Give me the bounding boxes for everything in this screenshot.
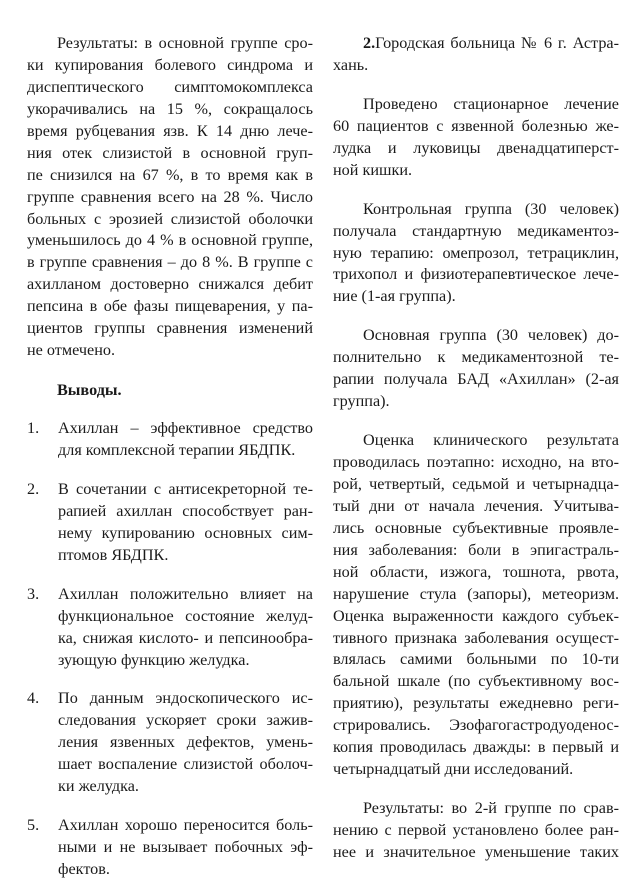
text-line: фектов.: [58, 860, 110, 878]
text-line: проводилась поэтапно: исходно, на вто-: [333, 453, 619, 471]
affiliation-text: Городская больница № 6 г. Астра-: [375, 34, 619, 52]
conclusions-list: [27, 418, 313, 881]
text-line: [27, 479, 313, 501]
text-line: тивного признака заболевания осущест-: [333, 628, 619, 647]
text-line: рапией ахиллан способствует ран-: [58, 501, 313, 520]
text-line: ления язвенных дефектов, умень-: [58, 733, 313, 752]
text-line: пепсина в обе фазы пищеварения, у па-: [27, 297, 313, 316]
text-line: ной кишки.: [333, 160, 413, 179]
text-line: шает воспаление слизистой оболоч-: [58, 755, 313, 774]
text-line: время рубцевания язв. К 14 дню лече-: [27, 121, 313, 140]
list-number: 1.: [27, 419, 40, 438]
conclusions-heading: Выводы.: [57, 381, 122, 400]
list-item: [27, 479, 313, 567]
right-column: [333, 33, 619, 864]
text-line: ахилланом достоверно снижался дебит: [27, 275, 313, 294]
text-line: птомов ЯБДПК.: [58, 545, 169, 564]
list-text: По данным эндоскопического ис-: [58, 689, 313, 708]
list-item: [27, 688, 313, 798]
text-line: [27, 815, 313, 837]
text-line: рапии получала БАД «Ахиллан» (2-ая: [333, 370, 619, 389]
text-line: ка, снижая кислото- и пепсинообра-: [58, 628, 313, 647]
text-line: [27, 418, 313, 440]
text-line: Основная группа (30 человек) до-: [363, 326, 619, 345]
text-line: ными и не вызывает побочных эф-: [58, 838, 313, 857]
text-line: Оценка выраженности каждого субъек-: [333, 606, 619, 625]
text-line: ки купирования болевого синдрома и: [27, 55, 313, 74]
text-line: Проведено стационарное лечение: [363, 94, 619, 113]
list-item: [27, 584, 313, 672]
text-line: влялась самими больными по 10-ти: [333, 650, 619, 669]
list-number: 2.: [27, 479, 40, 498]
list-text: Ахиллан хорошо переносится боль-: [58, 816, 313, 835]
text-line: [27, 688, 313, 710]
text-line: не отмечено.: [27, 341, 116, 360]
text-line: нее и значительное уменьшение таких: [333, 842, 619, 861]
text-line: [333, 33, 619, 55]
text-line: получала стандартную медикаментоз-: [333, 221, 619, 240]
results-paragraph: [27, 33, 313, 362]
text-line: ния заболевания: боли в эпигастраль-: [333, 540, 619, 559]
text-line: ки желудка.: [58, 777, 139, 796]
text-line: функциональное состояние желуд-: [58, 606, 313, 625]
text-line: Результаты: во 2-й группе по срав-: [363, 799, 619, 818]
text-line: полнительно к медикаментозной те-: [333, 348, 619, 367]
text-line: Контрольная группа (30 человек): [363, 199, 619, 218]
text-line: приятию), результаты ежедневно реги-: [333, 694, 619, 713]
list-item: [27, 815, 313, 881]
text-line: бальной шкале (по субъективному вос-: [333, 672, 619, 691]
list-text: Ахиллан положительно влияет на: [58, 584, 313, 603]
text-line: ную терапию: омепрозол, тетрациклин,: [333, 243, 619, 262]
text-line: ния отек слизистой в основной груп-: [27, 143, 313, 162]
paragraph-evaluation: [333, 430, 619, 781]
text-line: лудка и луковицы двенадцатиперст-: [333, 138, 619, 157]
text-line: нению с первой установлено более ран-: [333, 821, 619, 839]
text-line: тый дни от начала лечения. Учитыва-: [333, 496, 619, 515]
text-line: ние (1-ая группа).: [333, 287, 456, 306]
text-line: хань.: [333, 55, 369, 74]
list-item: [27, 418, 313, 462]
text-line: Результаты: в основной группе сро-: [57, 34, 313, 52]
text-line: зующую функцию желудка.: [58, 650, 250, 669]
list-text: В сочетании с антисекреторной те-: [58, 479, 313, 498]
text-line: пе снизился на 67 %, в то время как в: [27, 165, 313, 184]
text-line: группа).: [333, 392, 390, 411]
affiliation: [333, 33, 619, 77]
text-line: лись основные субъективные проявле-: [333, 518, 619, 537]
text-line: укорачивались на 15 %, сокращалось: [27, 99, 313, 118]
text-line: циентов группы сравнения изменений: [27, 319, 313, 338]
paragraph-results: [333, 798, 619, 864]
list-number: 4.: [27, 689, 40, 708]
list-number: 3.: [27, 584, 40, 603]
text-line: в группе сравнения – до 8 %. В группе с: [27, 253, 313, 272]
text-line: четырнадцатый дни исследований.: [333, 760, 574, 779]
text-line: нему купированию основных сим-: [58, 523, 313, 542]
text-line: больных с эрозией слизистой оболочки: [27, 209, 313, 228]
text-line: Оценка клинического результата: [363, 431, 619, 450]
list-number: 5.: [27, 816, 40, 835]
text-line: 60 пациентов с язвенной болезнью же-: [333, 116, 619, 135]
text-line: уменьшилось до 4 % в основной группе,: [27, 231, 313, 250]
text-line: [27, 584, 313, 606]
text-line: группе сравнения всего на 28 %. Число: [27, 187, 313, 206]
text-line: копия проводилась дважды: в первый и: [333, 738, 619, 757]
text-line: нарушение стула (запоры), метеоризм.: [333, 584, 619, 603]
paragraph-treatment: [333, 94, 619, 182]
text-line: следования ускоряет сроки зажив-: [58, 711, 313, 730]
affiliation-number: 2.: [363, 34, 376, 52]
paragraph-main-group: [333, 325, 619, 413]
text-line: ной области, изжога, тошнота, рвота,: [333, 562, 619, 581]
list-text: Ахиллан – эффективное средство: [58, 419, 313, 438]
text-line: рой, четвертый, седьмой и четырнадца-: [333, 474, 619, 493]
text-line: трихопол и физиотерапевтическое лече-: [333, 265, 619, 284]
text-line: диспептического симптомокомплекса: [27, 77, 313, 96]
text-line: стрировались. Эзофагогастродуоденос-: [333, 716, 619, 735]
left-column: [27, 33, 313, 881]
paragraph-control-group: [333, 199, 619, 309]
text-line: для комплексной терапии ЯБДПК.: [58, 441, 296, 459]
